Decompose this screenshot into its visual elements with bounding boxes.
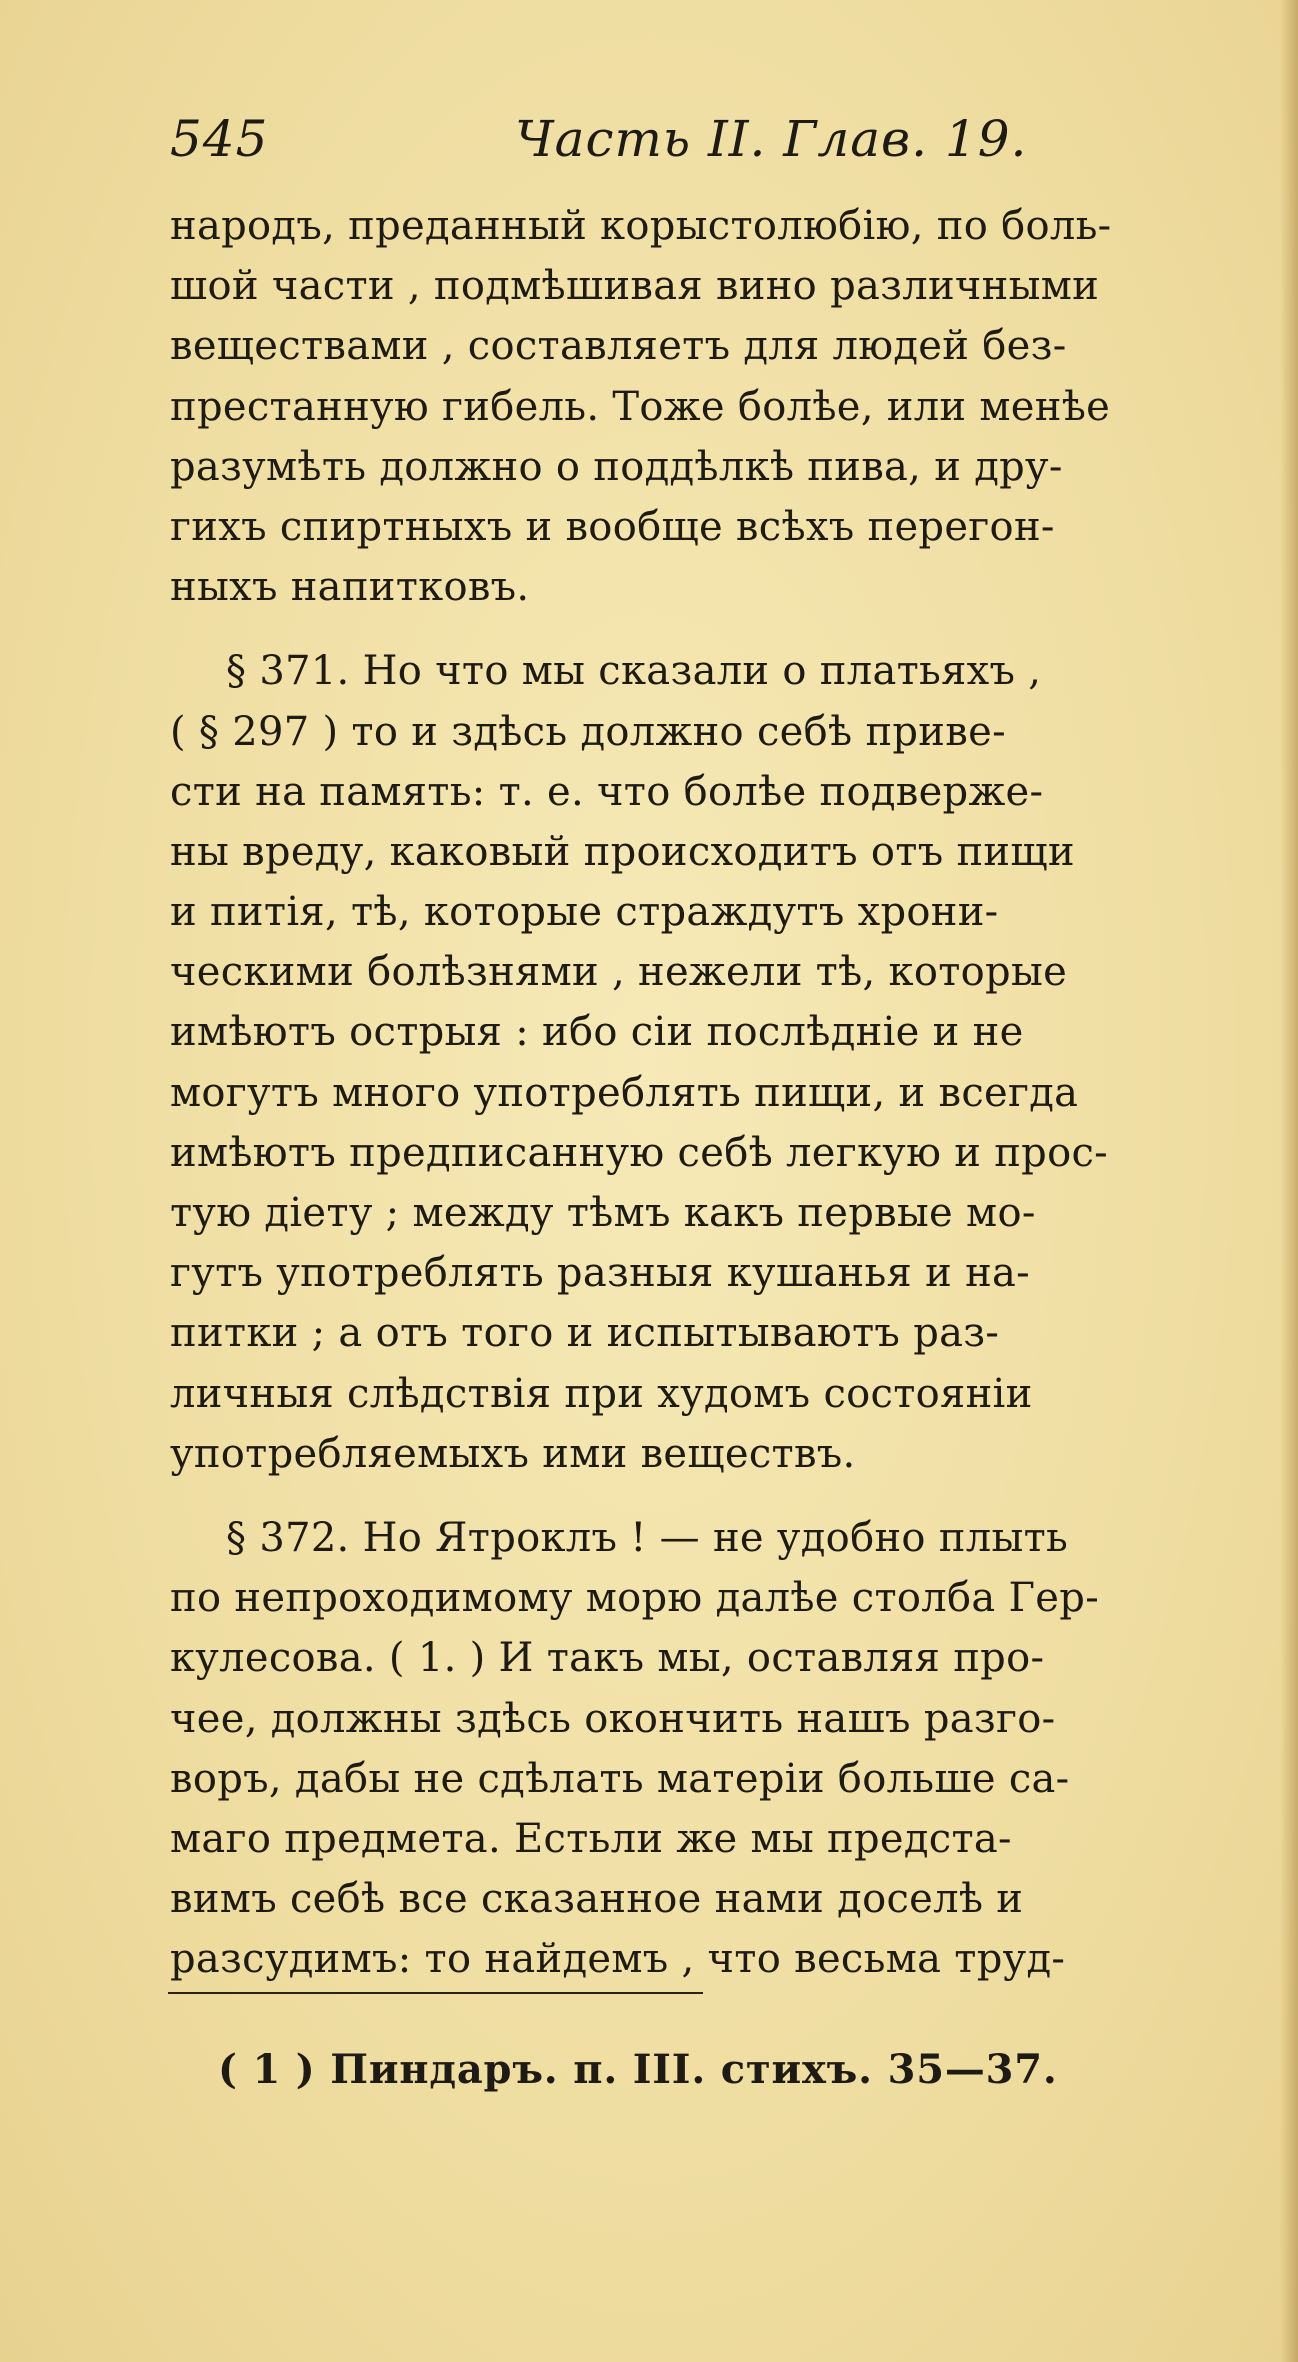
paragraph-start-371: § 371. Но что мы сказали о платьяхъ , (226, 648, 1042, 695)
text-line: питки ; а отъ того и испытываютъ раз- (170, 1310, 1000, 1357)
text-line: ныхъ напитковъ. (170, 564, 530, 611)
text-line: вимъ себѣ все сказанное нами доселѣ и (170, 1876, 1024, 1923)
text-line: гихъ спиртныхъ и вообще всѣхъ перегон- (170, 503, 1055, 550)
page-edge-shadow (1280, 0, 1298, 2362)
text-line: разсудимъ: то найдемъ , что весьма труд- (170, 1936, 1066, 1983)
text-line: ны вреду, каковый происходитъ отъ пищи (170, 828, 1075, 875)
text-line: и питія, тѣ, которые страждутъ хрони- (170, 889, 999, 936)
text-line: чее, должны здѣсь окончить нашъ разго- (170, 1695, 1056, 1742)
text-line: сти на память: т. е. что болѣе подверже- (170, 768, 1044, 815)
text-line: воръ, дабы не сдѣлать матеріи больше са- (170, 1755, 1070, 1802)
text-line: употребляемыхъ ими веществъ. (170, 1430, 856, 1477)
page-header (170, 110, 1050, 180)
text-line: по непроходимому морю далѣе столба Гер- (170, 1575, 1100, 1622)
text-line: кулесова. ( 1. ) И такъ мы, оставляя про- (170, 1635, 1045, 1682)
paragraph-start-372: § 372. Но Ятроклъ ! — не удобно плыть (226, 1514, 1069, 1561)
body-text (170, 196, 1260, 1989)
footnote: ( 1 ) Пиндаръ. п. III. стихъ. 35—37. (218, 2046, 1058, 2093)
text-line: народъ, преданный корыстолюбію, по боль- (170, 203, 1112, 249)
page-number: 545 (170, 110, 269, 168)
text-line: престанную гибель. Тоже болѣе, или менѣе (170, 383, 1111, 430)
text-line: веществами , составляетъ для людей без- (170, 323, 1067, 370)
text-line: гутъ употреблять разныя кушанья и на- (170, 1250, 1030, 1297)
text-line: имѣютъ острыя : ибо сіи послѣдніе и не (170, 1009, 1024, 1056)
text-line: ( § 297 ) то и здѣсь должно себѣ приве- (170, 708, 1006, 755)
text-line: маго предмета. Естьли же мы предста- (170, 1815, 1012, 1862)
text-line: шой части , подмѣшивая вино различными (170, 263, 1100, 310)
text-line: могутъ много употреблять пищи, и всегда (170, 1069, 1079, 1116)
text-line: имѣютъ предписанную себѣ легкую и прос- (170, 1129, 1108, 1176)
running-head: Часть II. Глав. 19. (515, 110, 1028, 168)
text-line: разумѣть должно о поддѣлкѣ пива, и дру- (170, 443, 1063, 490)
text-line: личныя слѣдствія при худомъ состояніи (170, 1370, 1033, 1417)
text-line: ческими болѣзнями , нежели тѣ, которые (170, 949, 1068, 996)
footnote-divider (168, 1992, 703, 1994)
paragraph-gap (170, 617, 1260, 641)
paragraph-gap (170, 1484, 1260, 1508)
text-line: тую діету ; между тѣмъ какъ первые мо- (170, 1190, 1036, 1236)
